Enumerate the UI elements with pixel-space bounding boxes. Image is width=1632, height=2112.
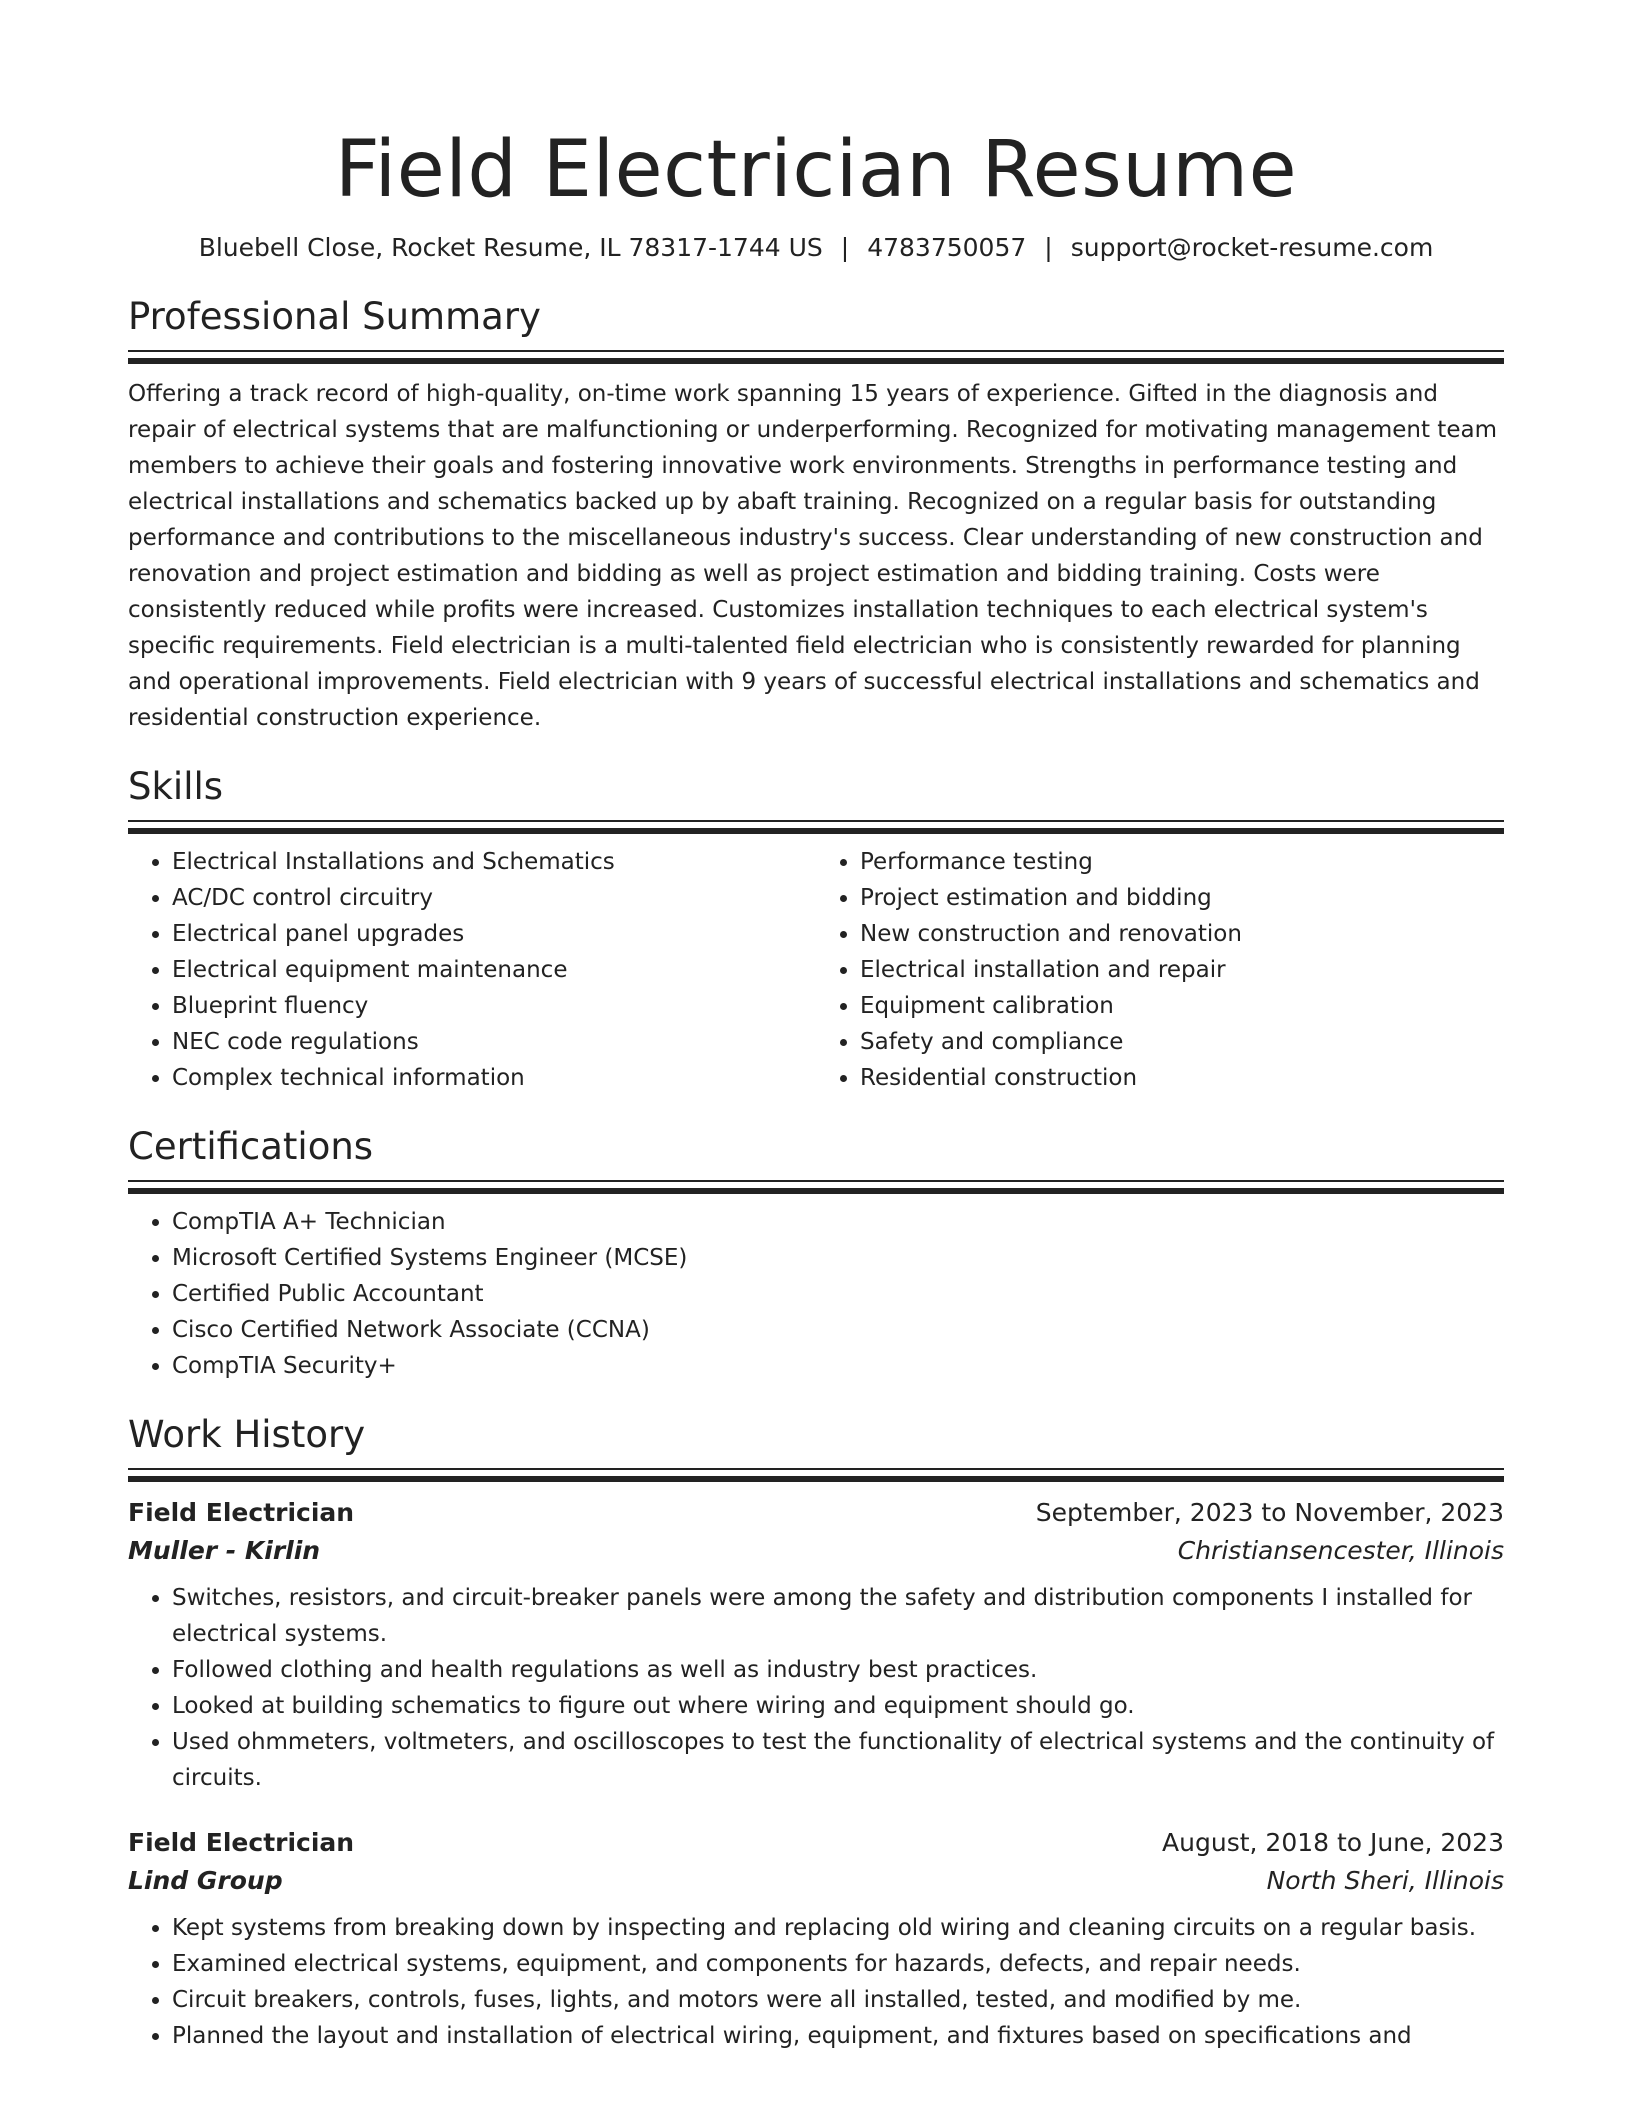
job-entry: [128, 1824, 1504, 2054]
job-header-row: [128, 1824, 1504, 1862]
section-divider: [128, 1468, 1504, 1482]
section-divider: [128, 820, 1504, 834]
job-duty-item: • Used ohmmeters, voltmeters, and oscilloscopes to test the functionality of electrical systems and the continuity of circuits.: [172, 1724, 1504, 1796]
contact-address: Bluebell Close, Rocket Resume, IL 78317-1744 US: [198, 233, 823, 262]
skill-item: • Complex technical information: [172, 1060, 816, 1096]
job-company-row: [128, 1862, 1504, 1900]
job-duty-item: • Switches, resistors, and circuit-breaker panels were among the safety and distribution components I installed for electrical systems.: [172, 1580, 1504, 1652]
work-history-heading: Work History: [128, 1413, 366, 1456]
skills-heading: Skills: [128, 765, 224, 808]
job-location: Christiansencester, Illinois: [1177, 1536, 1504, 1565]
work-history-section: [128, 1410, 1504, 2054]
skill-item: • Electrical installation and repair: [860, 952, 1504, 988]
skill-item: • Residential construction: [860, 1060, 1504, 1096]
certifications-list: [128, 1204, 1504, 1384]
contact-separator: |: [1044, 233, 1053, 262]
job-company: Lind Group: [128, 1866, 283, 1895]
job-duty-item: • Looked at building schematics to figure out where wiring and equipment should go.: [172, 1688, 1504, 1724]
job-duty-item: • Examined electrical systems, equipment, and components for hazards, defects, and repair needs.: [172, 1946, 1504, 1982]
job-duty-item: • Followed clothing and health regulations as well as industry best practices.: [172, 1652, 1504, 1688]
certifications-section: [128, 1122, 1504, 1384]
section-divider: [128, 1180, 1504, 1194]
skills-grid: [128, 844, 1504, 1096]
job-title: Field Electrician: [128, 1828, 355, 1857]
skill-item: • Equipment calibration: [860, 988, 1504, 1024]
job-duties-list: [128, 1580, 1504, 1796]
summary-section: [128, 292, 1504, 736]
skills-section: [128, 762, 1504, 1096]
certification-item: • Cisco Certified Network Associate (CCNA): [172, 1312, 1504, 1348]
certification-item: • CompTIA Security+: [172, 1348, 1504, 1384]
skills-list-right: [816, 844, 1504, 1096]
skill-item: • Electrical equipment maintenance: [172, 952, 816, 988]
job-duties-list: [128, 1910, 1504, 2054]
skills-list-left: [128, 844, 816, 1096]
job-location: North Sheri, Illinois: [1266, 1866, 1504, 1895]
certifications-heading: Certifications: [128, 1125, 374, 1168]
job-duty-item: • Kept systems from breaking down by inspecting and replacing old wiring and cleaning circuits on a regular basis.: [172, 1910, 1504, 1946]
skill-item: • Electrical Installations and Schematics: [172, 844, 816, 880]
job-title: Field Electrician: [128, 1498, 355, 1527]
skill-item: • New construction and renovation: [860, 916, 1504, 952]
contact-line: [128, 230, 1504, 266]
job-duty-item: • Planned the layout and installation of electrical wiring, equipment, and fixtures based on specifications and: [172, 2018, 1504, 2054]
skill-item: • AC/DC control circuitry: [172, 880, 816, 916]
job-dates: August, 2018 to June, 2023: [1162, 1828, 1504, 1857]
contact-separator: |: [840, 233, 850, 262]
job-company-row: [128, 1532, 1504, 1570]
certification-item: • Certified Public Accountant: [172, 1276, 1504, 1312]
summary-text: Offering a track record of high-quality, on-time work spanning 15 years of experience. Gifted in the diagnosis and repair of electrical systems that are malfunctioning or underperforming. Recognized for motivating management team members to achieve their goals and fostering innovative work environments. Strengths in performance testing and electrical installations and schematics backed up by abaft training. Recognized on a regular basis for outstanding performance and contributions to the miscellaneous industry's success. Clear understanding of new construction and renovation and project estimation and bidding as well as project estimation and bidding training. Costs were consistently reduced while profits were increased. Customizes installation techniques to each electrical system's specific requirements. Field electrician is a multi-talented field electrician who is consistently rewarded for planning and operational improvements. Field electrician with 9 years of successful electrical installations and schematics and residential construction experience.: [128, 381, 1497, 731]
job-dates: September, 2023 to November, 2023: [1035, 1498, 1504, 1527]
summary-heading: Professional Summary: [128, 295, 541, 338]
contact-phone: 4783750057: [867, 233, 1027, 262]
skill-item: • Project estimation and bidding: [860, 880, 1504, 916]
contact-email: support@rocket-resume.com: [1070, 233, 1434, 262]
skill-item: • Performance testing: [860, 844, 1504, 880]
resume-title: Field Electrician Resume: [334, 125, 1298, 215]
job-header-row: [128, 1494, 1504, 1532]
certification-item: • Microsoft Certified Systems Engineer (MCSE): [172, 1240, 1504, 1276]
skill-item: • NEC code regulations: [172, 1024, 816, 1060]
section-divider: [128, 350, 1504, 364]
job-duty-item: • Circuit breakers, controls, fuses, lights, and motors were all installed, tested, and modified by me.: [172, 1982, 1504, 2018]
skill-item: • Safety and compliance: [860, 1024, 1504, 1060]
skill-item: • Blueprint fluency: [172, 988, 816, 1024]
skill-item: • Electrical panel upgrades: [172, 916, 816, 952]
job-entry: [128, 1494, 1504, 1796]
job-company: Muller - Kirlin: [128, 1536, 321, 1565]
certification-item: • CompTIA A+ Technician: [172, 1204, 1504, 1240]
